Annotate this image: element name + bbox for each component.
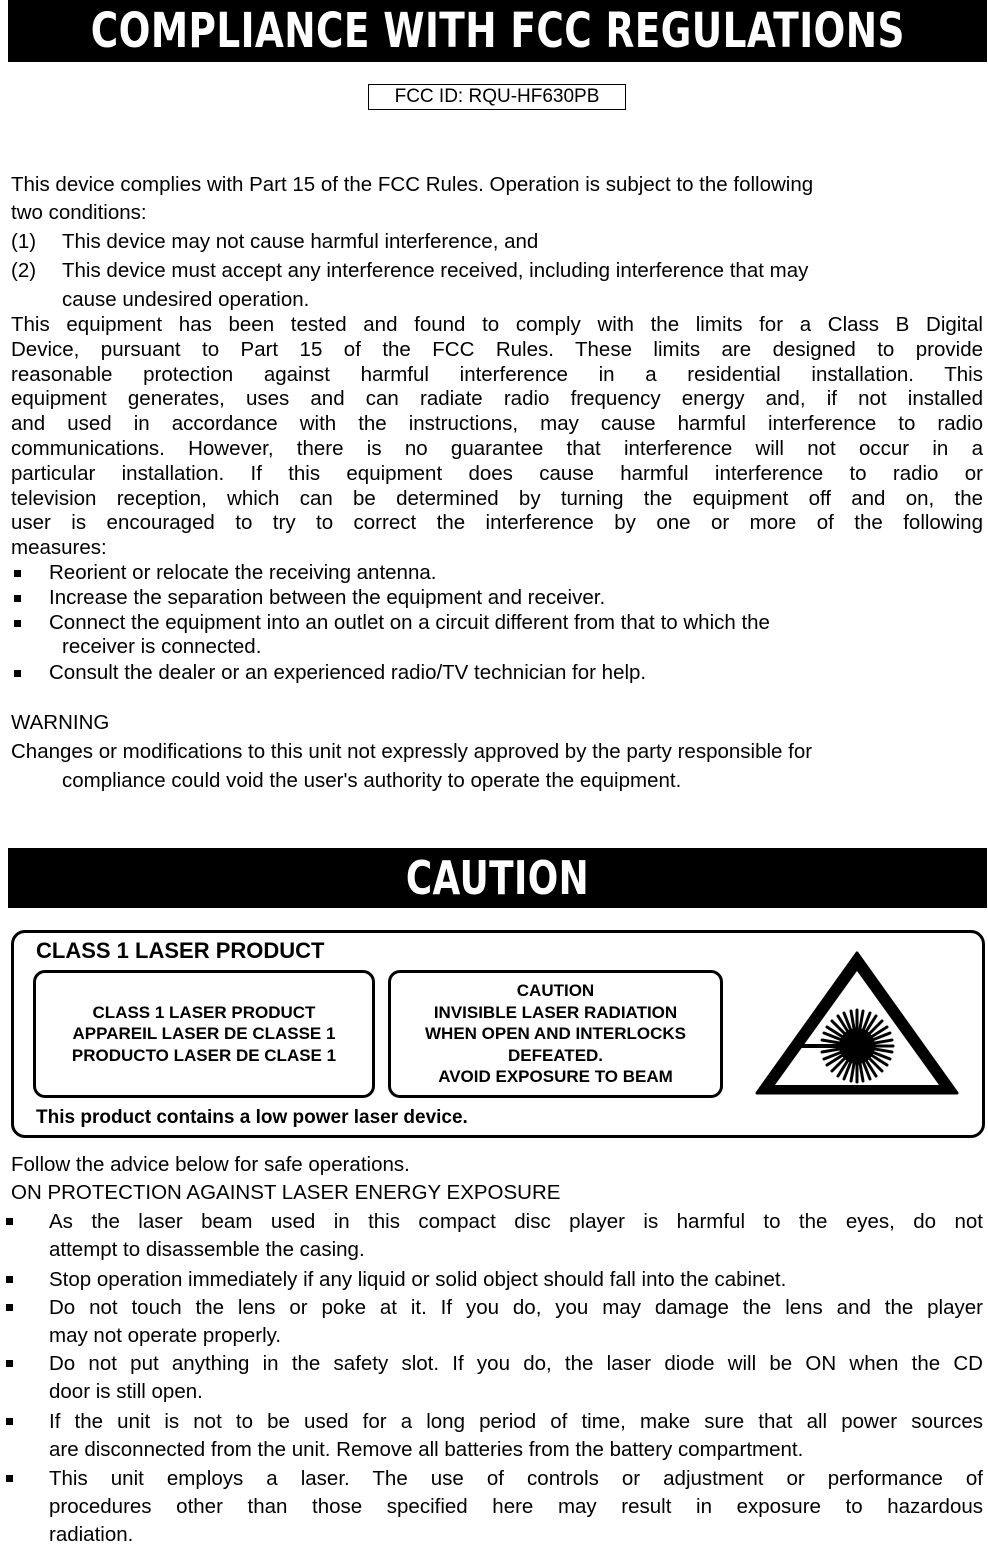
label-line: WHEN OPEN AND INTERLOCKS xyxy=(425,1024,686,1044)
bullet-square-icon xyxy=(6,1276,13,1283)
fcc-title: COMPLIANCE WITH FCC REGULATIONS xyxy=(90,3,905,59)
bullet-line: This unit employs a laser. The use of controls or adjustment or performance of xyxy=(49,1467,983,1490)
laser-panel-footer: This product contains a low power laser device. xyxy=(36,1107,468,1128)
label-line: AVOID EXPOSURE TO BEAM xyxy=(438,1067,673,1087)
condition-1-text: This device may not cause harmful interference, and xyxy=(62,230,539,253)
measure-3-line2: receiver is connected. xyxy=(62,635,262,658)
label-line: INVISIBLE LASER RADIATION xyxy=(433,1002,678,1022)
laser-bullet-3 xyxy=(49,1294,983,1350)
bullet-square-icon xyxy=(14,595,21,602)
bullet-line: attempt to disassemble the casing. xyxy=(49,1238,365,1261)
warning-line2: compliance could void the user's authority to operate the equipment. xyxy=(62,769,682,792)
paragraph-line: communications. However, there is no guarantee that interference will not occur in a xyxy=(11,436,983,460)
label-line: CLASS 1 LASER PRODUCT xyxy=(92,1002,316,1022)
fcc-intro-line1: This device complies with Part 15 of the FCC Rules. Operation is subject to the following xyxy=(11,173,814,196)
paragraph-line: television reception, which can be determined by turning the equipment off and on, the xyxy=(11,486,983,510)
caution-banner xyxy=(8,848,987,908)
bullet-square-icon xyxy=(6,1360,13,1367)
measure-3-line1: Connect the equipment into an outlet on a circuit different from that to which the xyxy=(49,611,770,634)
paragraph-line: user is encouraged to try to correct the interference by one or more of the following xyxy=(11,511,983,535)
paragraph-line: measures: xyxy=(11,536,107,560)
fcc-compliance-paragraph xyxy=(11,313,983,561)
bullet-line: As the laser beam used in this compact disc player is harmful to the eyes, do not xyxy=(49,1210,983,1233)
condition-2-number: (2) xyxy=(11,259,37,282)
paragraph-line: and used in accordance with the instructions, may cause harmful interference to radio xyxy=(11,412,983,436)
invisible-radiation-label xyxy=(388,970,723,1098)
measure-4: Consult the dealer or an experienced radio/TV technician for help. xyxy=(49,661,647,684)
advice-line: Follow the advice below for safe operations. xyxy=(11,1153,410,1176)
bullet-line: Do not touch the lens or poke at it. If you do, you may damage the lens and the player xyxy=(49,1296,983,1319)
fcc-title-banner xyxy=(8,0,987,62)
paragraph-line: This equipment has been tested and found to comply with the limits for a Class B Digital xyxy=(11,313,983,336)
paragraph-line: Device, pursuant to Part 15 of the FCC Rules. These limits are designed to provide xyxy=(11,337,983,361)
condition-2-text-line1: This device must accept any interference received, including interference that may xyxy=(62,259,809,282)
label-line: APPAREIL LASER DE CLASSE 1 xyxy=(72,1024,336,1044)
paragraph-line: reasonable protection against harmful interference in a residential installation. This xyxy=(11,362,983,386)
fcc-id-box: FCC ID: RQU-HF630PB xyxy=(368,84,626,110)
condition-2-text-line2: cause undesired operation. xyxy=(62,288,310,311)
label-line: DEFEATED. xyxy=(507,1045,604,1065)
bullet-square-icon xyxy=(6,1304,13,1311)
bullet-line: are disconnected from the unit. Remove all batteries from the battery compartment. xyxy=(49,1438,804,1461)
laser-hazard-icon xyxy=(753,949,961,1097)
laser-bullet-5 xyxy=(49,1408,983,1464)
bullet-square-icon xyxy=(6,1218,13,1225)
bullet-line: radiation. xyxy=(49,1523,134,1546)
measure-1: Reorient or relocate the receiving antenna. xyxy=(49,561,437,584)
condition-1-number: (1) xyxy=(11,230,37,253)
laser-bullet-1 xyxy=(49,1208,983,1264)
warning-heading: WARNING xyxy=(11,711,110,734)
measure-2: Increase the separation between the equipment and receiver. xyxy=(49,586,606,609)
bullet-line: If the unit is not to be used for a long period of time, make sure that all power sources xyxy=(49,1410,983,1433)
laser-bullet-2 xyxy=(49,1266,983,1294)
bullet-square-icon xyxy=(14,620,21,627)
paragraph-line: equipment generates, uses and can radiate radio frequency energy and, if not installed xyxy=(11,387,983,411)
laser-bullet-4 xyxy=(49,1350,983,1406)
paragraph-line: particular installation. If this equipment does cause harmful interference to radio or xyxy=(11,461,983,485)
warning-line1: Changes or modifications to this unit not expressly approved by the party responsible for xyxy=(11,740,813,763)
laser-panel-title: CLASS 1 LASER PRODUCT xyxy=(36,938,325,963)
fcc-intro-line2: two conditions: xyxy=(11,201,147,224)
label-line: CAUTION xyxy=(516,981,595,1001)
bullet-line: procedures other than those specified here may result in exposure to hazardous xyxy=(49,1495,983,1518)
bullet-square-icon xyxy=(14,570,21,577)
bullet-square-icon xyxy=(6,1418,13,1425)
bullet-square-icon xyxy=(14,670,21,677)
bullet-line: door is still open. xyxy=(49,1380,203,1403)
bullet-square-icon xyxy=(6,1475,13,1482)
bullet-line: Do not put anything in the safety slot. If you do, the laser diode will be ON when the CD xyxy=(49,1352,983,1375)
bullet-line: Stop operation immediately if any liquid or solid object should fall into the cabinet. xyxy=(49,1268,787,1291)
laser-bullet-6 xyxy=(49,1465,983,1549)
label-line: PRODUCTO LASER DE CLASE 1 xyxy=(71,1045,337,1065)
protection-heading: ON PROTECTION AGAINST LASER ENERGY EXPOSURE xyxy=(11,1181,561,1204)
bullet-line: may not operate properly. xyxy=(49,1324,282,1347)
caution-title: CAUTION xyxy=(405,851,590,905)
class1-laser-label xyxy=(33,970,375,1098)
